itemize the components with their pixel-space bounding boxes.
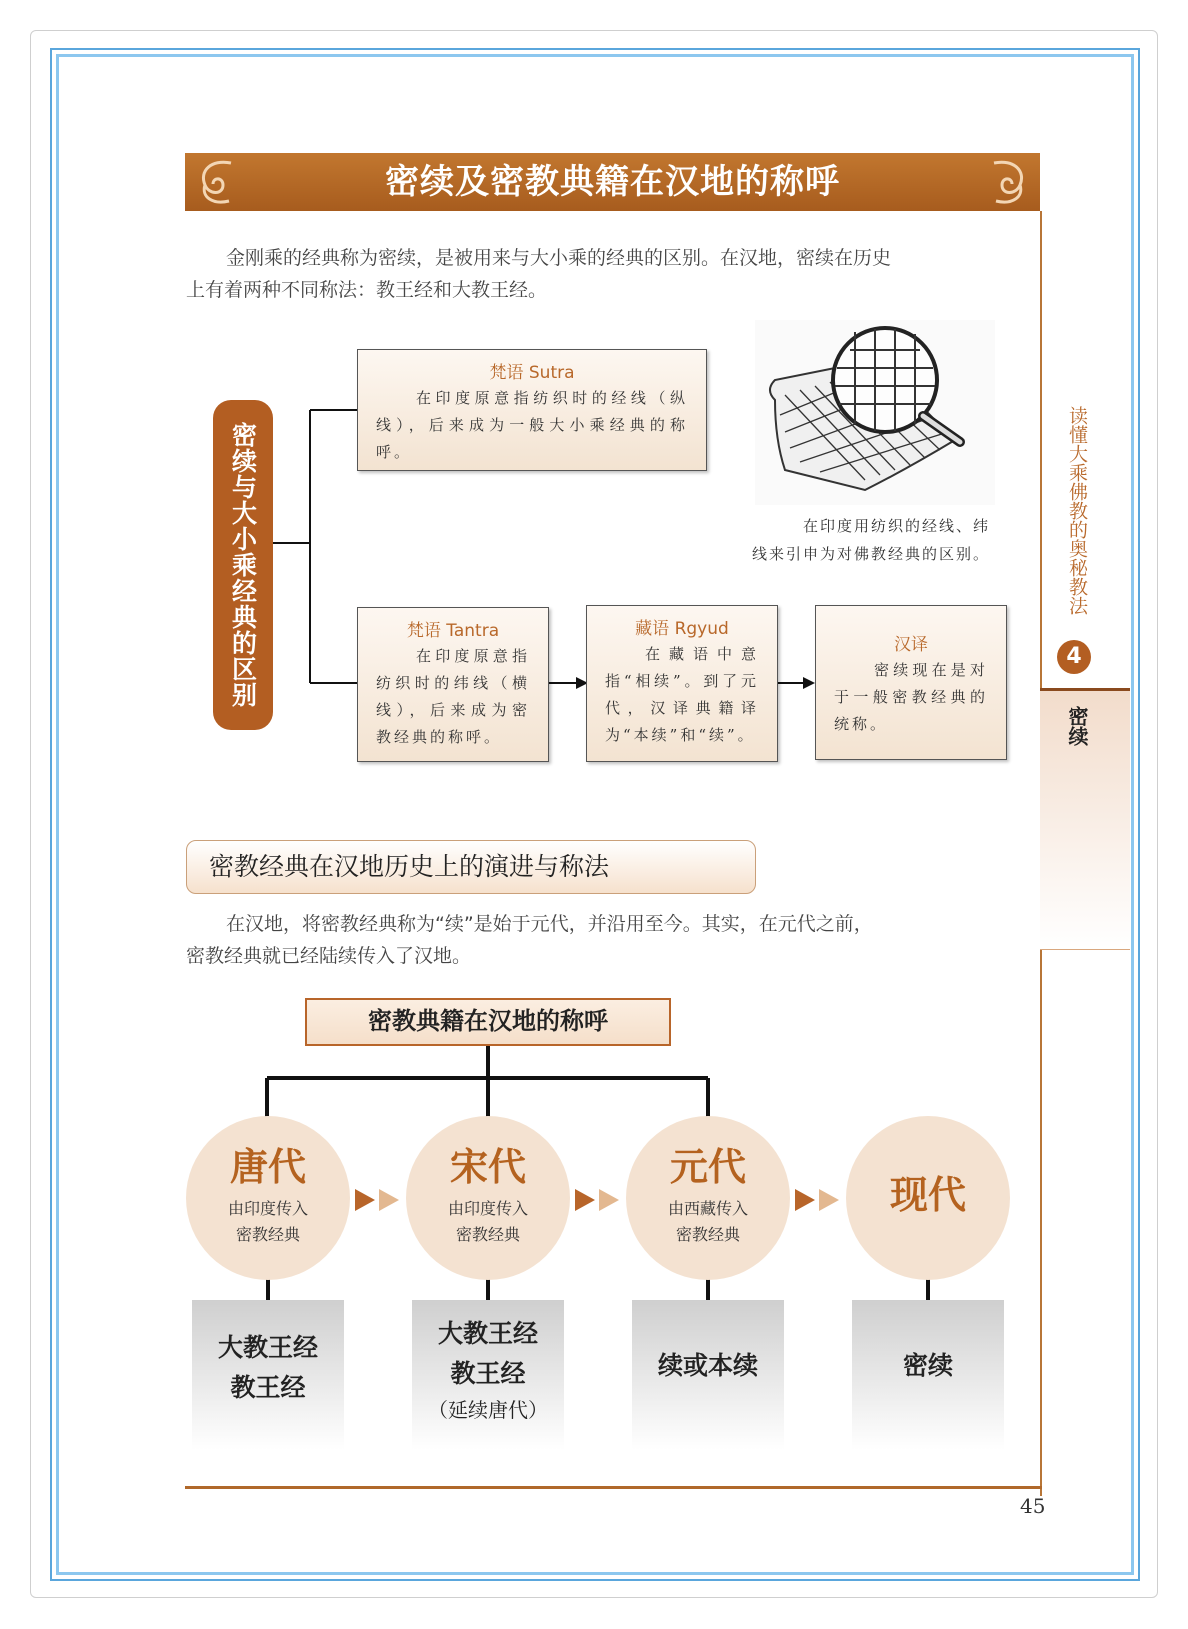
era-label: 宋代 [449, 1145, 526, 1189]
sutra-title: 梵语 Sutra [489, 363, 575, 383]
rgyud-title: 藏语 Rgyud [635, 619, 729, 639]
era-label: 元代 [669, 1145, 746, 1189]
intro-line-1: 金刚乘的经典称为密续，是被用来与大小乘的经典的区别。在汉地，密续在历史 [226, 247, 892, 269]
name-box-modern [852, 1300, 1004, 1450]
intro-line-2: 上有着两种不同称法：教王经和大教王经。 [186, 279, 548, 301]
double-arrow-icon [575, 1187, 623, 1213]
name-line: 大教王经 [217, 1333, 318, 1362]
distinction-label: 密续与大小乘经典的区别 [213, 400, 273, 730]
name-line: 教王经 [230, 1373, 306, 1402]
tantra-title: 梵语 Tantra [406, 621, 500, 641]
name-box-song [412, 1300, 564, 1450]
sutra-body: 在印度原意指纺织时的经线（纵线），后来成为一般大小乘经典的称呼。 [376, 389, 688, 461]
hanyi-body: 密续现在是对于一般密教经典的统称。 [834, 661, 988, 733]
era-label: 唐代 [229, 1145, 306, 1189]
era-desc [186, 1196, 350, 1248]
chapter-number-badge: 4 [1057, 640, 1091, 674]
name-box-yuan [632, 1300, 784, 1450]
double-arrow-icon [795, 1187, 843, 1213]
rgyud-body: 在藏语中意指“相续”。到了元代，汉译典籍译为“本续”和“续”。 [605, 645, 759, 744]
page-title: 密续及密教典籍在汉地的称呼 [385, 162, 840, 202]
name-line: 教王经 [450, 1359, 526, 1388]
era-circle-song [406, 1116, 570, 1280]
era-desc-line: 密教经典 [235, 1225, 300, 1244]
era-desc-line: 由西藏传入 [667, 1199, 748, 1218]
section2-line-2: 密教经典就已经陆续传入了汉地。 [186, 945, 472, 967]
name-line: 大教王经 [437, 1319, 538, 1348]
era-label: 现代 [889, 1173, 966, 1217]
caption-line-1: 在印度用纺织的经线、纬 [802, 517, 990, 535]
era-desc-line: 密教经典 [675, 1225, 740, 1244]
era-desc-line: 密教经典 [455, 1225, 520, 1244]
double-arrow-icon [355, 1187, 403, 1213]
book-section-title: 读懂大乘佛教的奥秘教法 [1066, 406, 1088, 615]
era-circle-modern [846, 1116, 1010, 1280]
name-line: 续或本续 [657, 1351, 758, 1380]
era-desc [406, 1196, 570, 1248]
era-desc [626, 1196, 790, 1248]
hanyi-title: 汉译 [894, 635, 928, 655]
name-note: （延续唐代） [428, 1398, 548, 1422]
name-box-tang [192, 1300, 344, 1450]
tantra-body: 在印度原意指纺织时的纬线（横线），后来成为密教经典的称呼。 [376, 647, 530, 746]
era-desc-line: 由印度传入 [227, 1199, 308, 1218]
names-root-box: 密教典籍在汉地的称呼 [305, 998, 671, 1046]
era-circle-yuan [626, 1116, 790, 1280]
page-number: 45 [1020, 1494, 1046, 1518]
section-heading: 密教经典在汉地历史上的演进与称法 [186, 840, 756, 894]
section2-line-1: 在汉地，将密教经典称为“续”是始于元代，并沿用至今。其实，在元代之前， [226, 913, 873, 935]
era-circle-tang [186, 1116, 350, 1280]
bottom-rule [185, 1486, 1042, 1489]
chapter-tab-label: 密续 [1065, 706, 1089, 746]
caption-line-2: 线来引申为对佛教经典的区别。 [751, 545, 990, 563]
era-desc-line: 由印度传入 [447, 1199, 528, 1218]
name-line: 密续 [902, 1351, 953, 1380]
